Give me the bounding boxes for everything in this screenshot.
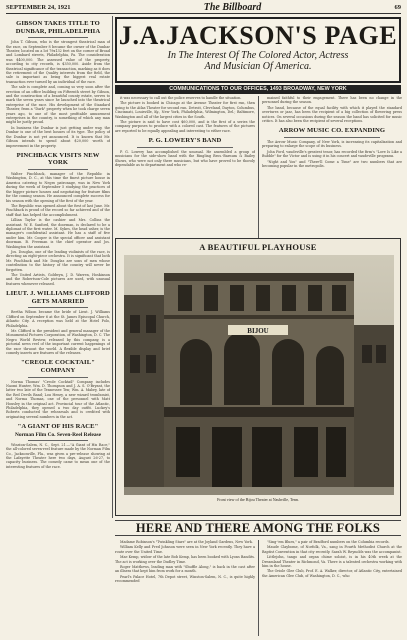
photo-title: A BEAUTIFUL PLAYHOUSE xyxy=(199,242,317,252)
lowery-paragraph: The band, because of the equal facility with which it played the standard overtures or jazz, has been the recipient of a big collection of flowering press notices. On several occasions during the season the band has solicited for music critics. It has also been the recipient of several receptions. xyxy=(262,105,402,124)
clifford-headline: LIEUT. J. WILLIAMS CLIFFORD GETS MARRIED xyxy=(6,290,110,305)
pinchback-paragraph: Walter Pinchback, manager of the Republic in Washington, D. C., at this time the finest picture house in America catering to Negro patronage, was in New York during the week of September 5 studying the practices of the bigger picture houses and negotiating for feature films for the coming season. He announced complete success for his season with the opening of the first of the year. xyxy=(6,172,110,203)
column-divider xyxy=(112,16,113,518)
middle-right-column xyxy=(262,96,402,246)
folks-item: Pearl's Palace Hotel, 7th Depot street, Winston-Salem, N. C., is quite highly recommended xyxy=(115,574,255,584)
page-header xyxy=(6,2,401,14)
banner-subtitle: In The Interest Of The Colored Actor, Actress xyxy=(167,50,349,61)
clifford-paragraph: Bertha Wilson became the bride of Lieut. J. Williams Clifford on September 6 at the St. James Episcopal Church, Atlantic City. A reception was held at the Hotel Polo, Philadelphia. xyxy=(6,310,110,328)
page-number: 69 xyxy=(394,4,401,11)
pinchback-paragraph: The Republic was opened about the first of last June. Mr. Pinchback is proud of the record so far achieved and of the staff that has helped the accomplishment. xyxy=(6,203,110,217)
pinchback-paragraph: The United Artists, Goldwyn, J. D. Warren, Hoskinson and the Robertson-Cole pictures are used, with unusual features whenever released. xyxy=(6,273,110,286)
folks-item: Maude Claybome, of Norfolk, Va., sang in Fourth Methodist Church at the Baptist Convention in that city recently. Sarah W. Reynolds was the accompanist. xyxy=(262,545,402,554)
banner-subtitle-2: And Musician Of America. xyxy=(204,61,312,72)
folks-item: Littlejohn, tango and organ chime soloist, is in his 40th week at the Dreamland Theater in Richmond, Va. There is a talented orchestra working with him in the house. xyxy=(262,555,402,569)
giant-paragraph: Winston-Salem, N. C., Sept. 21.—"A Giant of His Race," the all-colored seven-reel feature made by the Norman Film Co., Jacksonville, Fla., was given a pre-release showing at the Lafayette Theater here two days, August 26-27, to capacity business. The comedy came to mean one of the interesting features of the race. xyxy=(6,442,110,469)
clifford-paragraph: Mr. Clifford is the president and general manager of the Monumental Pictures Corporation, of Washington, D. C. The Negro World Review, released by this company, is a pictorial news reel of the important current happenings of the race thruout the world. A flexible display and brief comedy inserts are features of the releases. xyxy=(6,329,110,356)
column-divider xyxy=(258,96,259,238)
paper-masthead: The Billboard xyxy=(203,2,262,13)
folks-item: The Oriole Glee Club, Prof. E. A. Walker, director, of Atlantic City, entertained the American Glee Club, of Washington, D. C., who xyxy=(262,569,402,578)
folks-item: "Sing-'em Blues," a pair of Bradford numbers on the Columbia records. xyxy=(267,540,390,544)
folks-right-column xyxy=(262,540,402,636)
column-divider xyxy=(258,540,259,636)
issue-date: SEPTEMBER 24, 1921 xyxy=(6,4,71,11)
arrow-headline: ARROW MUSIC CO. EXPANDING xyxy=(278,127,386,135)
divider xyxy=(28,169,88,170)
article-paragraph: it was necessary to call out the police reserves to handle the situation. xyxy=(120,96,242,100)
divider xyxy=(28,377,88,378)
divider xyxy=(28,440,88,441)
gibson-headline: GIBSON TAKES TITLE TO DUNBAR, PHILADELPHIA xyxy=(15,20,101,35)
folks-item: William Kelly and Fred Johnson were seen in New York recently. They have a route over the United Time. xyxy=(115,545,255,554)
lowery-paragraph: P. G. Lowery has accomplished the unusual. He assembled a group of musicians for the side-show band with the Ringling Bros.-Barnum & Bailey Shows, who were not only there musicians, but who have proved to be thoroly dependable as to department and who re- xyxy=(115,149,255,168)
giant-headline: "A GIANT OF HIS RACE" xyxy=(17,423,99,431)
middle-left-column xyxy=(115,96,255,246)
divider xyxy=(28,37,88,38)
giant-subheadline: Norman Film Co. Seven-Reel Release xyxy=(14,431,102,438)
article-paragraph: The picture is booked in Chicago at the Avenue Theater for first run, then going to the Atlas Theater for second run. Detroit, Cleveland, Dayton, Columbus, Cincinnati, Louisville, Ky., New York, Philadelphia, Wilmington, Del.; Baltimore, Washington and all of the largest cities in the South. xyxy=(115,101,255,119)
bijou-theater-photo xyxy=(124,255,394,495)
divider xyxy=(137,147,233,148)
pinchback-paragraph: Lillian Taylor is the cashier and Mrs. Collins the assistant. W. E. Sanford, the doorman, is declared to be a diplomat of the first water. M. Sykes, the head usher, is the manager's confidential assistant. He has a staff of five under him. Mr. Cooper is the special officer and assistant doorman. B. Freeman is the chief operator and Jos. Washington the assistant. xyxy=(6,218,110,249)
playhouse-photo-box xyxy=(115,238,401,516)
gibson-paragraph: In business the Dunbar is just getting under way, the Dunbar is one of the best houses of its type. The policy of the Dunbar is not yet announced. It is known that Mr. Gibson intends to spend about $20,000 worth of improvement in the property. xyxy=(6,125,110,148)
jackson-page-banner xyxy=(115,17,401,83)
folks-item: Madame Robinson's "Twinkling Stars" are at the Joyland Gardens, New York. xyxy=(120,540,253,544)
arrow-paragraph: John Ford, vaudeville's greatest tenor, has recorded the firm's "Love Is Like a Bubble" for the Victor and is using it in his concert and vaudeville programs. xyxy=(262,149,402,159)
folks-item: Roger Matthews, leading man with "Shuffle Along," is back in the cast after an illness that kept him from work for a month. xyxy=(115,565,255,574)
creole-paragraph: Norma Thomas' "Creole Cocktail" Company includes Naomi Hunter, Wm. D. Thompson and J. A. S. O'Bryant, the latter two late of the Tennessee Ten; Wm. A. Mabry, late of the Red Devils Band; Lou Henry, a new wizard trombonist, and Norma Thomas, one of the personnel with Matt Housley in the original act. Provincial tour of the Atlantic, Philadelphia, they opened a two day outfit. Luckey's Roberts conducted the rehearsals and is credited with originating several numbers in the act. xyxy=(6,379,110,419)
banner-title: J.A.JACKSON'S PAGE xyxy=(118,21,398,50)
gibson-paragraph: The sale is complete and, coming so very soon after the erection of an office building on Fifteenth street by Gibson, and the construction of a beautiful county estate, serves to mark the seven years since he launched into the theatrical enterprise of the race. His development of the Standard Theater, from a "Dark" property when he took charge seven years ago, to one of the most profitable amusement enterprises in the country, is something of which any man might be justly proud. xyxy=(6,85,110,125)
communications-bar: COMMUNICATIONS TO OUR OFFICES, 1493 BROADWAY, NEW YORK xyxy=(115,85,401,94)
folks-headline: HERE AND THERE AMONG THE FOLKS xyxy=(115,520,401,536)
left-column xyxy=(6,16,110,636)
divider xyxy=(284,137,380,138)
lowery-headline: P. G. LOWERY'S BAND xyxy=(148,137,222,145)
photo-caption: Front view of the Bijou Theater at Nashville, Tenn. xyxy=(217,497,299,502)
arrow-paragraph: "Night and You" and "There'll Come a Time" are two numbers that are becoming popular in the metropolis. xyxy=(262,159,402,169)
lowery-paragraph: mained faithful to their engagement. There has been no change in the personnel during the season. xyxy=(262,96,402,105)
pinchback-headline: PINCHBACK VISITS NEW YORK xyxy=(16,151,100,167)
creole-headline: "CREOLE COCKTAIL" COMPANY xyxy=(21,359,95,375)
folks-item: Mae Kemp, widow of the late Bob Kemp, has been booked with Lyons Bandits. The act is working over the Dudley Time. xyxy=(115,555,255,564)
gibson-paragraph: John T. Gibson, who is the strongest theatrical man of the race, on September 8 became the owner of the Dunbar Theater, located on a lot 79x132 feet on the corner of Broad and Lombard streets, Philadelphia, Pa. The consideration was $400,000. The assessed value of the property, according to city records, is $350,000. Aside from the theatrical significance of the transaction, marking as it does the retirement of the Quality interests from the field, the sale is important as being the biggest real estate transaction ever turned by an individual of the race. xyxy=(6,40,110,84)
pinchback-paragraph: Jos. Douglas, one of the leading violinists of the race, is directing an eight-piece orchestra. It is significant that both Mr. Pinchback and Mr. Douglas are sons of men whose contribution to the history of the country will never be forgotten. xyxy=(6,249,110,272)
svg-text:BIJOU: BIJOU xyxy=(247,327,269,335)
divider xyxy=(28,307,88,308)
folks-left-column xyxy=(115,540,255,636)
arrow-paragraph: The Arrow Music Company, of New York, is increasing its capitalization and preparing to enlarge the scope of its business. xyxy=(262,140,402,149)
article-paragraph: The picture is said to have cost $60,000, and is the first of a series the company purposes to produce with a colored cast. The features of the pictures are reported to be equally appealing and interesting to either race. xyxy=(115,120,255,133)
